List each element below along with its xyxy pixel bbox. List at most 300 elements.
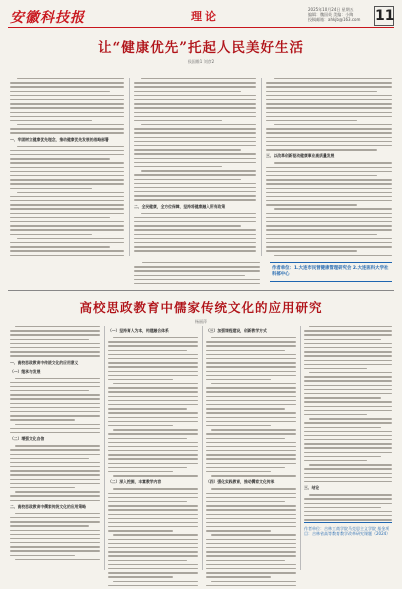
text-line [211,337,296,338]
text-line [108,354,198,355]
text-line [266,242,392,243]
text-line [304,393,392,394]
article2-subhead-5: （一）坚持育人为本，构建融合体系 [108,328,169,333]
text-line [206,458,296,459]
text-line [134,199,256,200]
text-line [10,411,100,412]
text-line [134,266,260,267]
text-line [304,519,392,520]
article1-subhead-2: 二、全民健康，全方位保障，坚持将健康融入所有政策 [134,203,226,209]
text-line [206,530,271,531]
issue-editor: 编辑：魏国英 美编：小陶 [308,12,354,17]
section-title: 理论 [191,10,219,23]
text-line [266,188,392,189]
text-line [10,175,124,176]
text-line [15,326,100,327]
text-line [206,354,296,355]
text-line [274,124,392,125]
text-line [134,128,256,129]
article-divider [8,290,394,291]
text-line [304,360,392,361]
text-line [10,542,100,543]
text-line [113,429,198,430]
text-line [10,351,100,352]
text-line [206,497,296,498]
text-line [113,475,198,476]
text-line [304,439,392,440]
text-line [304,435,392,436]
text-line [266,200,392,201]
text-line [10,474,100,475]
text-line [304,443,392,444]
text-line [108,412,198,413]
text-line [10,200,124,201]
text-line [15,491,100,492]
text-line [206,576,271,577]
text-line [304,477,392,478]
text-line [17,192,124,193]
text-line [206,421,296,422]
text-line [108,433,198,434]
text-line [304,351,392,352]
article2-byline: 杨丽萍 [195,319,207,324]
text-line [10,91,110,92]
text-line [108,471,173,472]
text-line [108,497,198,498]
text-line [17,124,124,125]
text-line [134,141,256,142]
issue-date: 2025年10月24日 星期五 [308,7,354,12]
article2-subhead-3: （二）增强文化自信 [10,436,45,442]
text-line [266,112,392,113]
text-line [10,234,92,235]
text-line [206,539,296,540]
text-line [10,167,124,168]
text-line [10,82,124,83]
text-line [10,150,124,151]
text-line [10,487,75,488]
text-line [10,221,124,222]
text-line [304,397,381,398]
text-line [10,530,100,531]
text-line [304,385,392,386]
text-line [10,525,89,526]
text-line [134,187,256,188]
text-line [206,362,296,363]
text-line [206,518,296,519]
text-line [304,452,392,453]
text-line [266,238,392,239]
text-line [304,410,392,411]
text-line [108,362,198,363]
text-line [10,355,100,356]
text-line [10,407,100,408]
text-line [266,128,392,129]
text-line [266,234,377,235]
text-line [206,417,296,418]
text-line [134,91,241,92]
text-line [108,493,198,494]
article1-subhead-1: 一、牢固树立健康优先理念，推动健康优先发展的战略部署 [10,136,109,142]
text-line [206,341,296,342]
text-line [206,522,296,523]
text-line [304,431,392,432]
text-line [10,398,100,399]
text-line [134,132,256,133]
text-line [206,505,296,506]
text-line [266,229,392,230]
text-line [10,154,124,155]
text-line [304,422,392,423]
text-line [304,427,381,428]
text-line [10,339,89,340]
text-line [134,82,256,83]
text-line [10,158,110,159]
text-line [206,345,296,346]
article1-column-2 [134,78,256,255]
text-line [10,555,75,556]
text-line [108,358,198,359]
text-line [266,179,392,180]
text-line [206,526,296,527]
text-line [108,396,198,397]
text-line [134,137,256,138]
text-line [108,501,187,502]
text-line [108,366,198,367]
text-line [309,464,392,465]
text-line [206,568,296,569]
text-line [206,454,296,455]
text-line [10,128,124,129]
text-line [10,382,100,383]
text-line [304,511,392,512]
text-line [108,518,198,519]
article1-column-1 [10,78,124,259]
text-line [266,86,392,87]
text-line [134,162,256,163]
text-line [304,503,392,504]
text-line [134,229,256,230]
text-line [274,255,392,256]
text-line [266,120,357,121]
text-line [10,103,124,104]
article1-subhead-3: 三、以改革创新驱动健康事业高质量发展 [266,153,335,159]
text-line [108,539,198,540]
article1-pull-quote: 作者单位：1.大连市民营健康管理研究会 2.大连医科大学社科部中心 [270,262,392,282]
text-line [266,103,392,104]
text-line [206,463,296,464]
text-line [304,368,367,369]
text-line [134,270,260,271]
text-line [113,488,198,489]
text-line [113,337,198,338]
page-number: 11 [375,8,395,24]
text-line [304,343,392,344]
text-line [304,456,381,457]
text-line [304,498,392,499]
text-line [309,326,392,327]
text-line [10,550,100,551]
text-line [266,91,377,92]
text-line [304,507,381,508]
text-line [304,364,392,365]
text-line [108,572,198,573]
text-line [108,463,198,464]
text-line [134,225,241,226]
text-line [10,107,124,108]
article2-subhead-1: 一、高校思政教育中传统文化的应用意义 [10,359,79,365]
text-line [206,412,296,413]
text-line [266,175,377,176]
text-line [10,334,100,335]
text-line [134,86,256,87]
text-line [134,191,256,192]
text-line [206,408,285,409]
text-line [141,78,256,79]
text-line [141,213,256,214]
text-line [309,372,392,373]
text-line [206,467,285,468]
text-line [206,493,296,494]
text-line [108,446,198,447]
text-line [266,116,392,117]
column-divider [261,78,262,256]
text-line [266,196,392,197]
text-line [10,449,100,450]
article2-subhead-4: 二、高校思政教育中儒家传统文化的应用策略 [10,503,86,509]
text-line [108,408,187,409]
text-line [15,378,100,379]
article2-column-3 [206,326,296,589]
text-line [206,425,271,426]
text-line [206,400,296,401]
text-line [108,341,198,342]
text-line [304,380,392,381]
article1-column-2-end [134,262,260,287]
text-line [206,433,296,434]
text-line [266,145,392,146]
text-line [10,386,100,387]
text-line [134,238,256,239]
text-line [10,462,100,463]
text-line [134,195,256,196]
text-line [10,343,100,344]
text-line [10,208,124,209]
text-line [108,379,173,380]
text-line [10,495,100,496]
text-line [108,442,198,443]
text-line [304,406,392,407]
text-line [266,132,392,133]
text-line [206,371,296,372]
text-line [206,514,296,515]
text-line [211,581,296,582]
text-line [266,183,392,184]
masthead [8,6,394,28]
text-line [206,555,296,556]
text-line [274,208,392,209]
text-line [304,389,392,390]
text-line [10,415,100,416]
text-line [108,400,198,401]
text-line [211,534,296,535]
text-line [206,564,296,565]
text-line [108,387,198,388]
text-line [10,546,100,547]
issue-meta [308,7,360,22]
text-line [108,505,198,506]
text-line [206,387,296,388]
text-line [10,196,124,197]
text-line [108,560,187,561]
text-line [134,283,260,284]
newspaper-logo: 安徽科技报 [10,10,85,26]
text-line [108,375,198,376]
text-line [141,170,256,171]
text-line [274,162,392,163]
text-line [108,371,198,372]
text-line [10,330,100,331]
text-line [10,466,100,467]
text-line [15,424,100,425]
text-line [134,246,256,247]
text-line [134,149,241,150]
column-divider [129,78,130,256]
article1-column-3 [266,78,392,259]
text-line [10,162,124,163]
text-line [134,99,256,100]
text-line [206,585,296,586]
text-line [206,450,296,451]
text-line [141,124,256,125]
text-line [10,534,100,535]
text-line [134,116,256,117]
text-line [108,425,173,426]
text-line [108,458,198,459]
text-line [134,179,241,180]
text-line [10,347,100,348]
article1-byline: 侯国维1 刘彦2 [187,59,215,64]
text-line [266,107,392,108]
column-divider [300,326,301,570]
text-line [108,450,198,451]
text-line [266,221,392,222]
text-line [304,447,392,448]
text-line [108,543,198,544]
article2-column-4 [304,326,392,523]
text-line [10,213,124,214]
text-line [10,120,92,121]
article1-title: 让“健康优先”托起人民美好生活 [97,40,305,56]
text-line [17,78,124,79]
text-line [113,581,198,582]
article2-subhead-7: （三）加强课程建设，创新教学方式 [206,328,267,333]
text-line [10,250,124,251]
text-line [309,418,392,419]
text-line [266,171,392,172]
text-line [134,166,222,167]
text-line [10,454,100,455]
text-line [211,383,296,384]
text-line [108,404,198,405]
text-line [113,383,198,384]
text-line [10,242,124,243]
text-line [206,438,285,439]
article2-subhead-9: 三、结论 [304,485,320,491]
text-line [206,547,296,548]
text-line [206,358,296,359]
article2-column-2 [108,326,198,589]
text-line [266,246,392,247]
text-line [108,522,198,523]
text-line [206,551,296,552]
text-line [108,530,173,531]
text-line [108,564,198,565]
article2-subhead-6: （二）深入挖掘，丰富教学内容 [108,479,162,485]
text-line [142,262,260,263]
text-line [108,438,187,439]
text-line [304,515,392,516]
text-line [10,188,92,189]
text-line [304,414,367,415]
text-line [134,95,256,96]
text-line [10,428,100,429]
text-line [134,103,256,104]
text-line [108,421,198,422]
text-line [304,468,392,469]
text-line [108,547,198,548]
text-line [134,279,260,280]
text-line [10,116,124,117]
text-line [10,419,75,420]
text-line [10,458,89,459]
text-line [108,467,187,468]
text-line [108,585,198,586]
text-line [108,514,198,515]
text-line [211,429,296,430]
text-line [304,334,392,335]
text-line [10,225,124,226]
issue-email: 投稿邮箱：ahkjb@163.com [308,17,361,22]
article2-subhead-8: （四）强化实践教育，推动儒家文化传承 [206,479,275,485]
text-line [10,500,100,501]
text-line [206,501,285,502]
text-line [304,355,392,356]
text-line [304,473,392,474]
text-line [113,534,198,535]
text-line [134,250,256,251]
text-line [134,112,256,113]
text-line [211,488,296,489]
text-line [10,183,124,184]
article2-title: 高校思政教育中儒家传统文化的应用研究 [79,300,323,315]
text-line [206,572,296,573]
text-line [15,513,100,514]
text-line [304,481,392,482]
text-line [108,454,198,455]
text-line [10,112,124,113]
text-line [304,347,392,348]
text-line [266,225,392,226]
text-line [134,145,256,146]
text-line [10,229,124,230]
text-line [309,494,392,495]
text-line [17,238,124,239]
text-line [134,158,256,159]
text-line [134,120,222,121]
text-line [10,470,100,471]
text-line [134,217,256,218]
